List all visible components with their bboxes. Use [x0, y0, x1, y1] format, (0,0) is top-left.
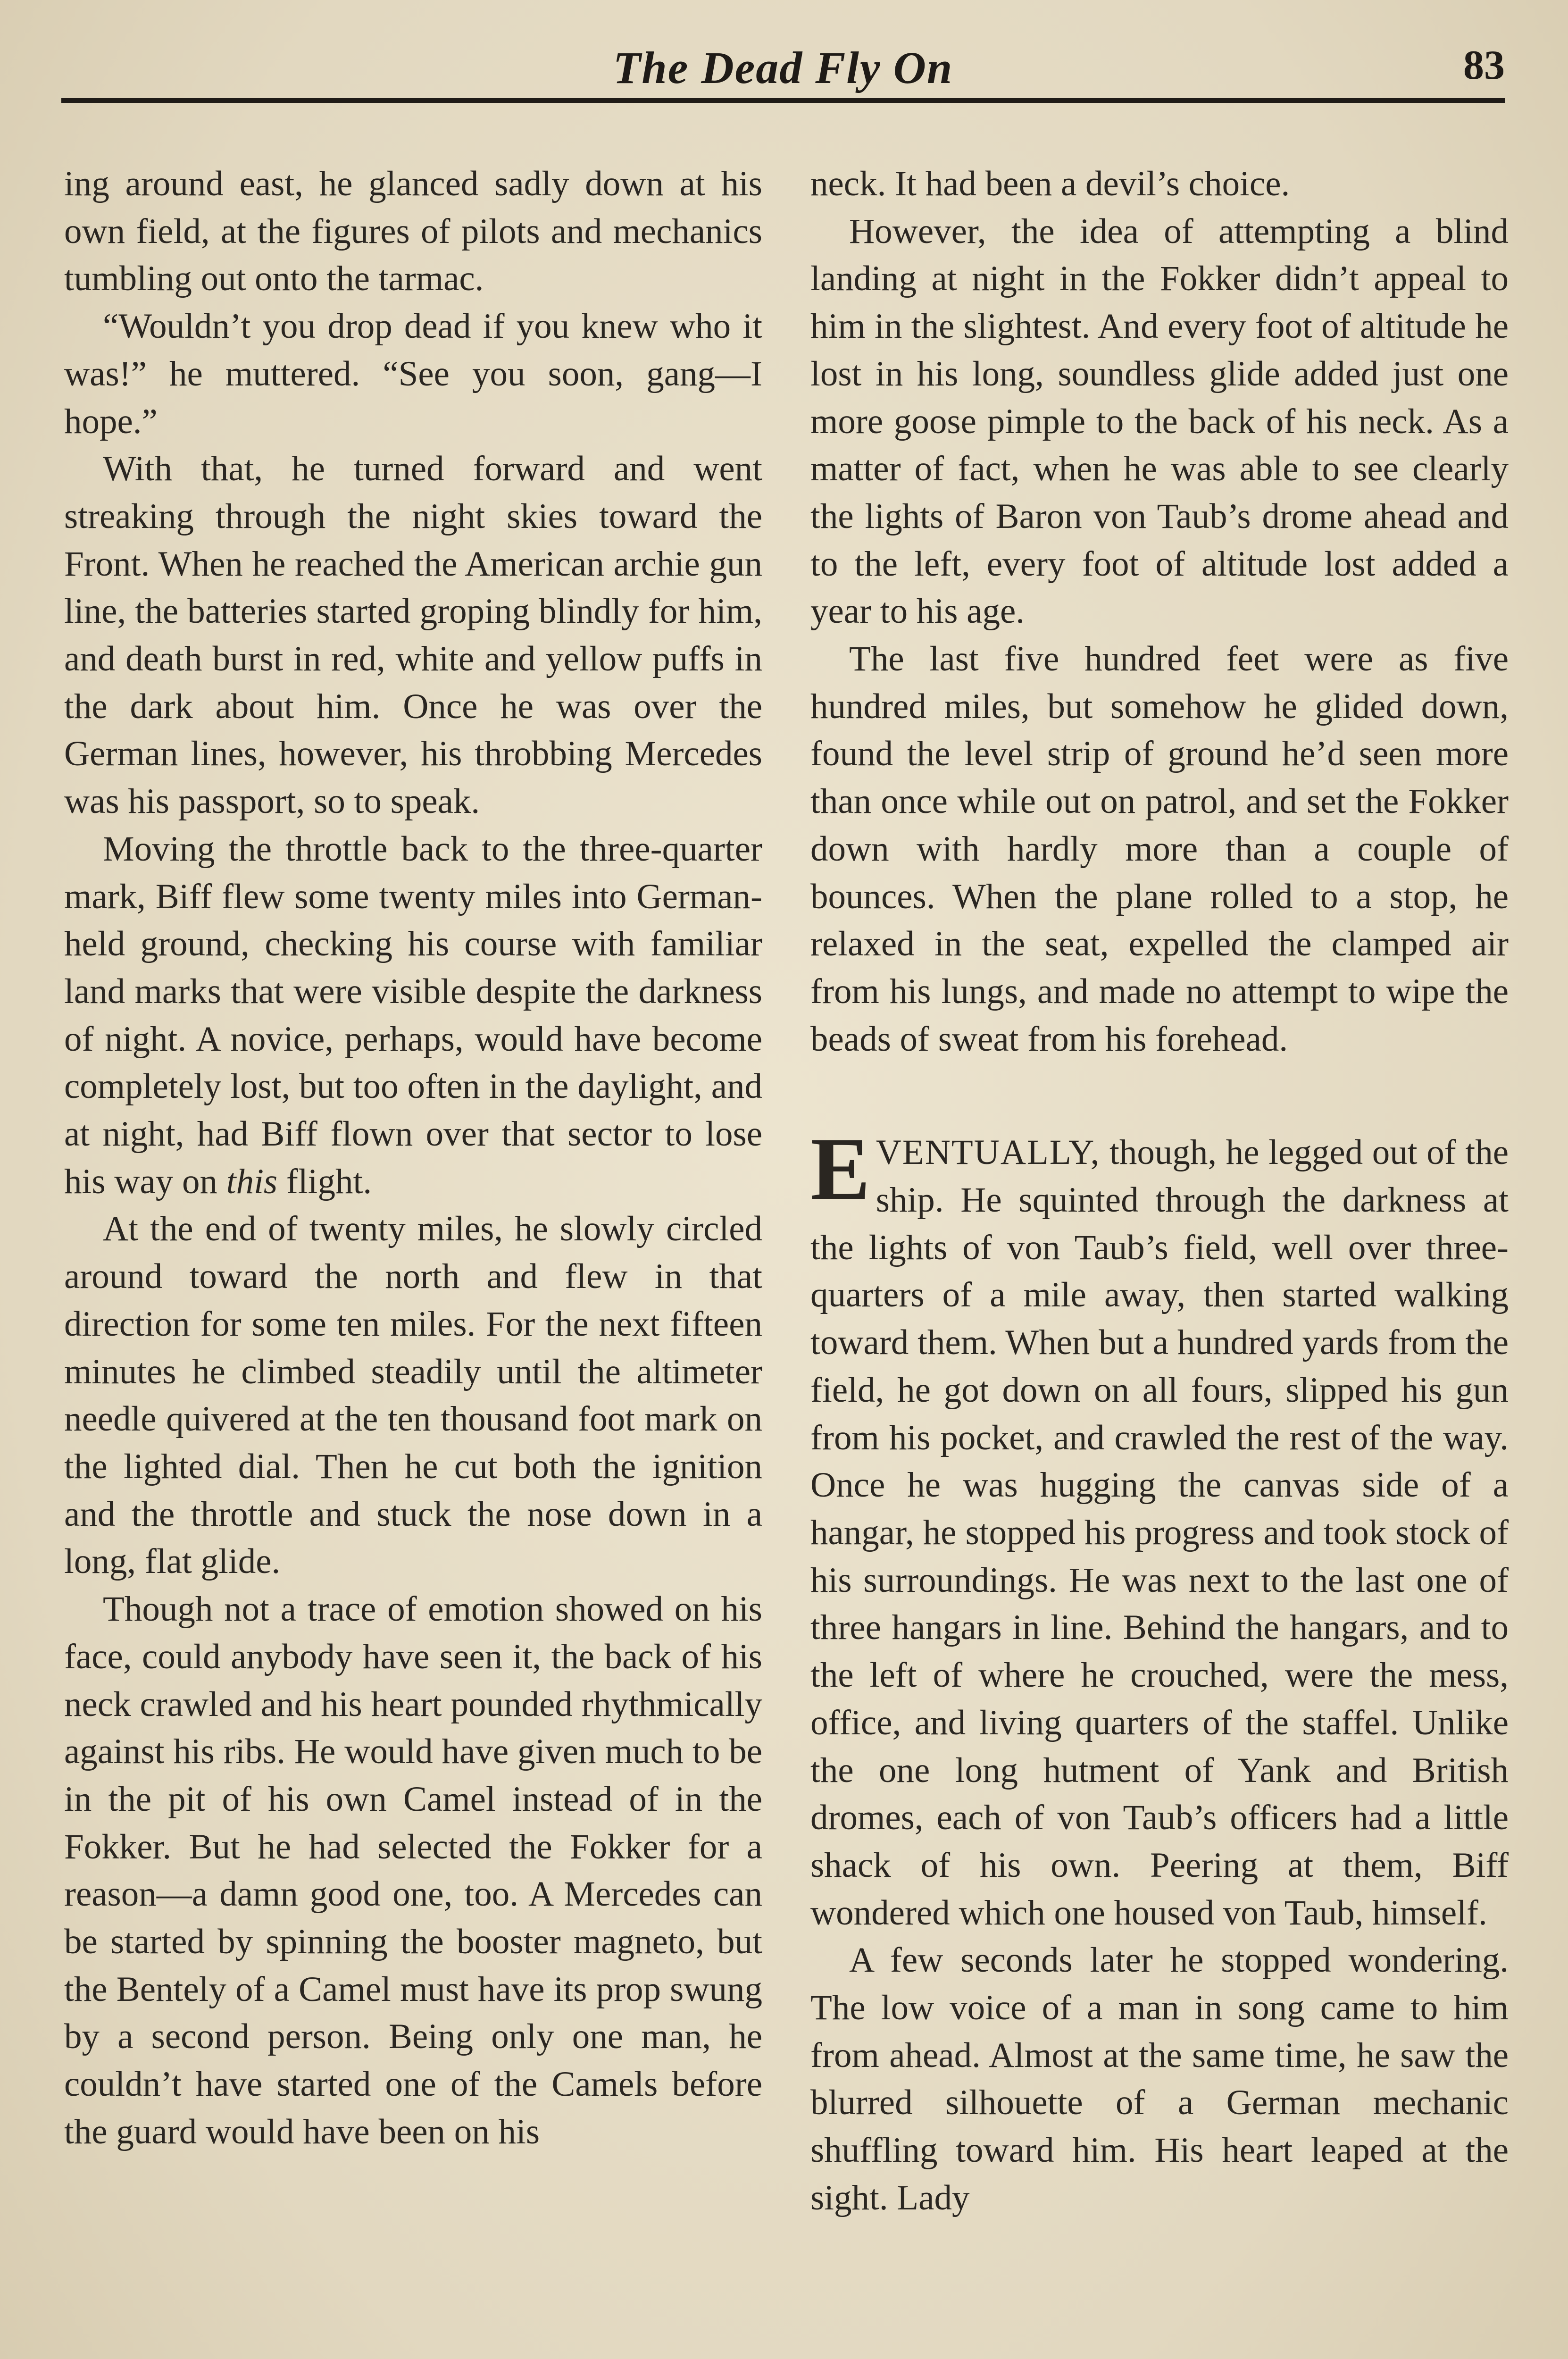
paragraph: “Wouldn’t you drop dead if you knew who it was!” he muttered. “See you soon, gang—I hope.”	[64, 307, 762, 441]
paragraph: The last five hundred feet were as five hundred miles, but somehow he glided down, found the level strip of ground he’d seen more than once while out on patrol, and set the Fokker down with hardly more than a couple of bounces. When the plane rolled to a stop, he relaxed in the seat, expelled the clamped air from his lungs, and made no attempt to wipe the beads of sweat from his forehead.	[810, 639, 1509, 1059]
paragraph: At the end of twenty miles, he slowly circled around toward the north and flew in that direction for some ten miles. For the next fifteen minutes he climbed steadily until the altimeter needle quivered at the ten thousand foot mark on the lighted dial. Then he cut both the ignition and the throttle and stuck the nose down in a long, flat glide.	[64, 1209, 762, 1581]
running-header	[61, 42, 1505, 103]
paragraph: Though not a trace of emotion showed on his face, could anybody have seen it, the back of his neck crawled and his heart pounded rhythmically against his ribs. He would have given much to be in the pit of his own Camel instead of in the Fokker. But he had selected the Fokker for a reason—a damn good one, too. A Mercedes can be started by spinning the booster magneto, but the Bentely of a Camel must have its prop swung by a second person. Being only one man, he couldn’t have started one of the Camels before the guard would have been on his	[64, 1589, 762, 2151]
paragraph: With that, he turned forward and went streaking through the night skies toward the Front. When he reached the American archie gun line, the batteries started groping blindly for him, and death burst in red, white and yellow puffs in the dark about him. Once he was over the German lines, however, his throbbing Mercedes was his passport, so to speak.	[64, 449, 762, 821]
left-column	[64, 160, 762, 2156]
lead-in-caps: VENTUALLY,	[876, 1133, 1101, 1172]
story-title: The Dead Fly On	[613, 42, 953, 93]
paragraph	[64, 826, 762, 1206]
drop-cap: E	[810, 1120, 870, 1219]
section-opening-paragraph	[810, 1120, 1509, 1937]
paragraph: ing around east, he glanced sadly down at his own field, at the figures of pilots and mechanics tumbling out onto the tarmac.	[64, 164, 762, 299]
lead-in-rest: though, he legged out	[1100, 1133, 1427, 1172]
header-rule	[61, 98, 1505, 103]
right-column	[810, 160, 1509, 2222]
paragraph: neck. It had been a devil’s choice.	[810, 164, 1290, 203]
paragraph: A few seconds later he stopped wondering. The low voice of a man in song came to him from ahead. Almost at the same time, he saw the blurred silhouette of a German mechanic shuffling toward him. His heart leaped at the sight. Lady	[810, 1941, 1509, 2217]
paragraph-tail: flight.	[277, 1162, 372, 1201]
paragraph-text: of the ship. He squinted through the darkness at the lights of von Taub’s field, well over three-quarters of a mile away, then started walking toward them. When but a hundred yards from the field, he got down on all fours, slipped his gun from his pocket, and crawled the rest of the way. Once he was hugging the canvas side of a hangar, he stopped his progress and took stock of his surroundings. He was next to the last one of three hangars in line. Behind the hangars, and to the left of where he crouched, were the mess, office, and living quarters of the staffel. Unlike the one long hutment of Yank and British dromes, each of von Taub’s officers had a little shack of his own. Peering at them, Biff wondered which one housed von Taub, himself.	[810, 1133, 1509, 1932]
page-number: 83	[1463, 42, 1505, 88]
italic-word: this	[226, 1162, 278, 1201]
paragraph: However, the idea of attempting a blind landing at night in the Fokker didn’t appeal to him in the slightest. And every foot of altitude he lost in his long, soundless glide added just one more goose pimple to the back of his neck. As a matter of fact, when he was able to see clearly the lights of Baron von Taub’s drome ahead and to the left, every foot of altitude lost added a year to his age.	[810, 211, 1509, 631]
paragraph-text: Moving the throttle back to the three-quarter mark, Biff flew some twenty miles into German-held ground, checking his course with familiar land marks that were visible despite the darkness of night. A novice, perhaps, would have become completely lost, but too often in the daylight, and at night, had Biff flown over that sector to lose his way on	[64, 829, 762, 1201]
